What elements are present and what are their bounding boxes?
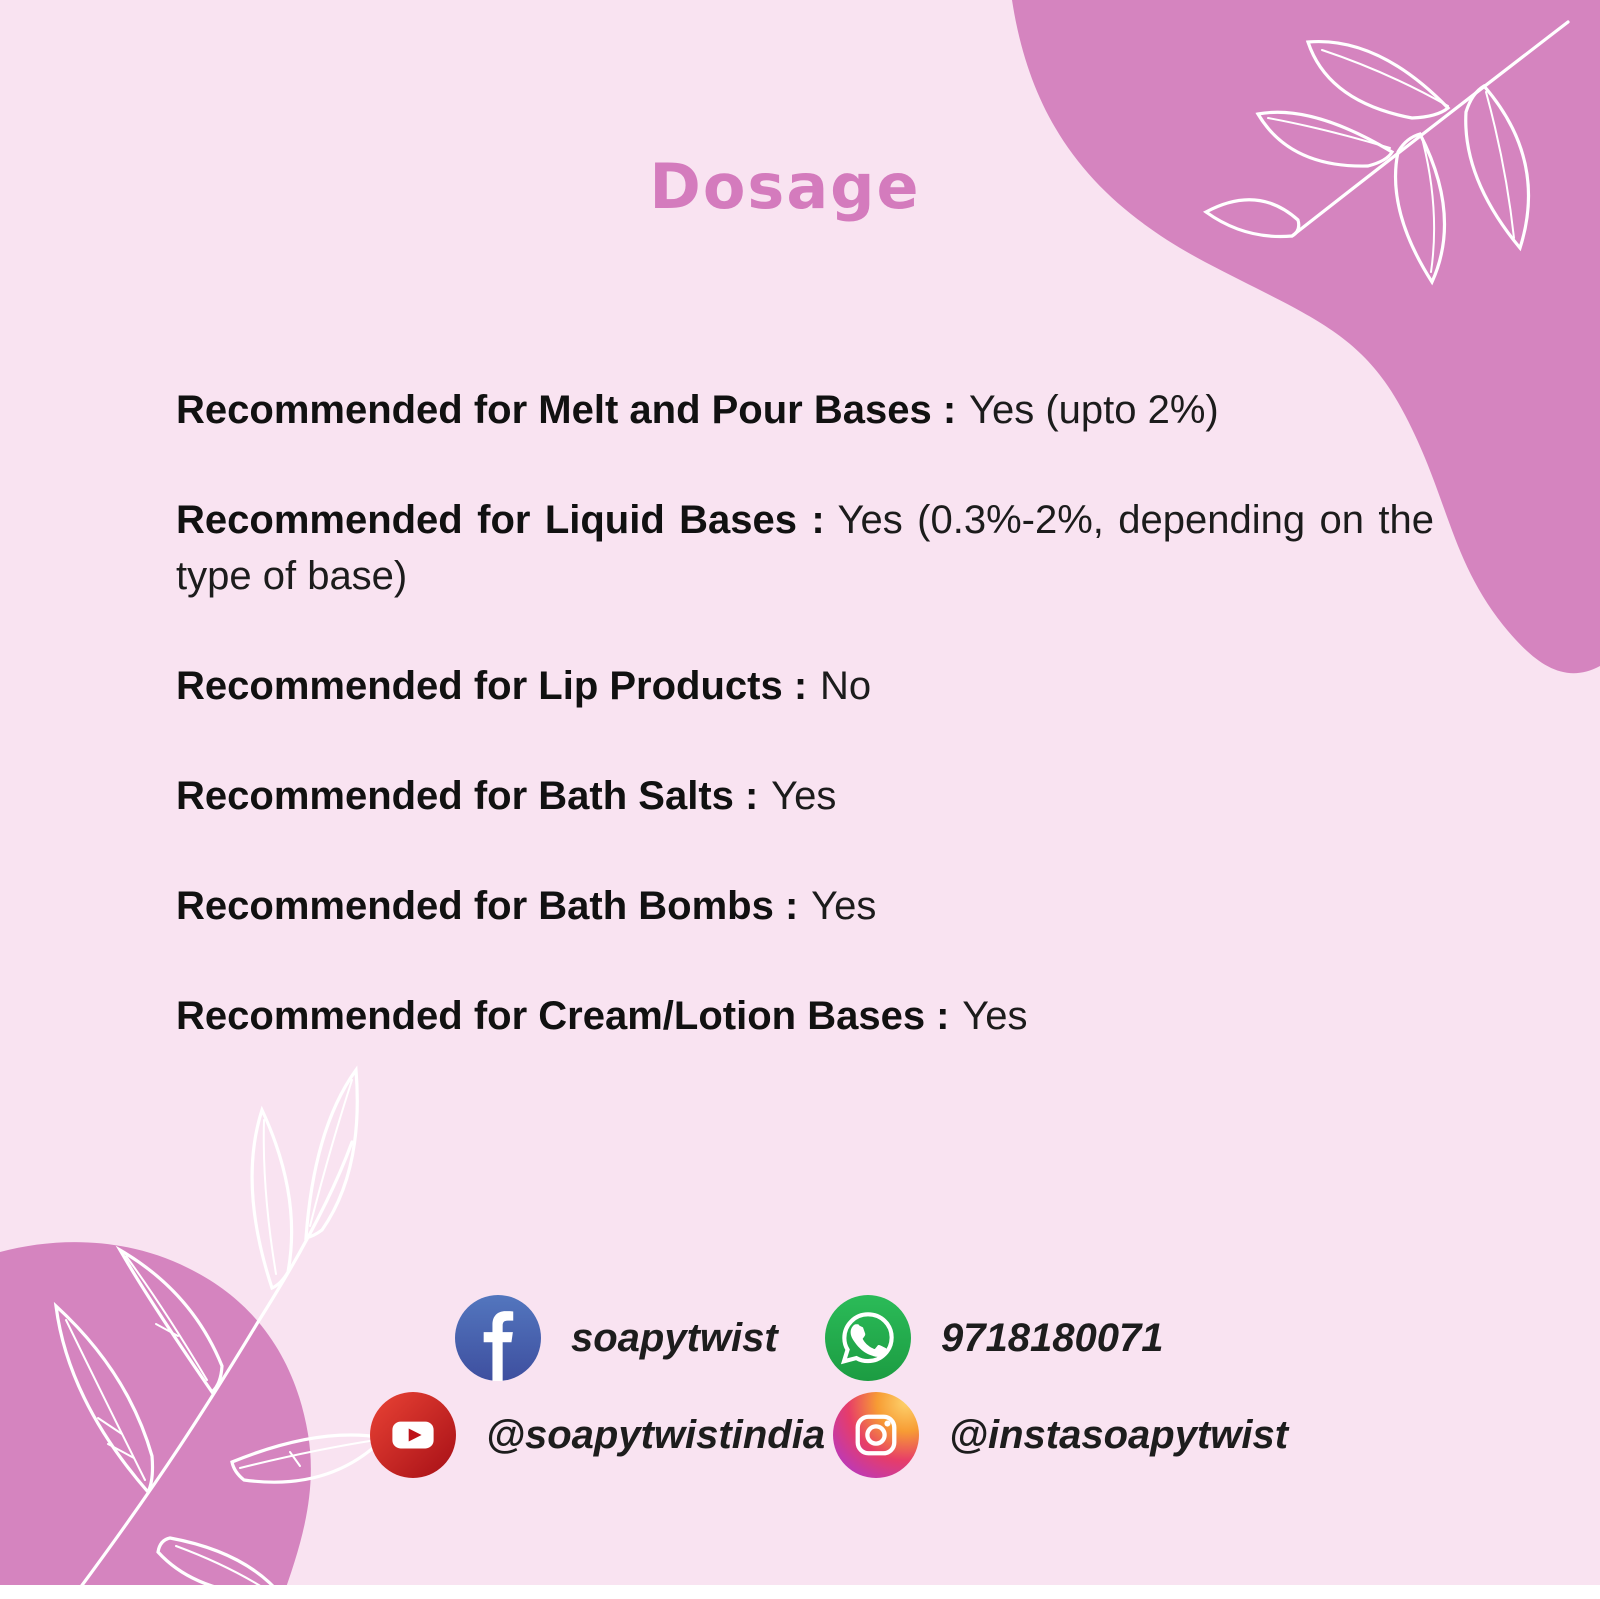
dosage-line [176,492,1434,604]
dosage-label: Recommended for Cream/Lotion Bases : [176,994,950,1038]
dosage-line [176,382,1434,438]
bottom-white-strip [0,1585,1600,1599]
dosage-value: Yes [811,884,877,928]
dosage-label: Recommended for Liquid Bases : [176,498,825,542]
social-label: 9718180071 [941,1315,1164,1360]
social-youtube [370,1392,825,1478]
dosage-value: Yes [962,994,1028,1038]
dosage-label: Recommended for Bath Bombs : [176,884,799,928]
dosage-line [176,988,1434,1044]
dosage-line [176,658,1434,714]
bottom-left-blob [0,1242,311,1599]
dosage-value: Yes [771,774,837,818]
social-whatsapp [825,1295,1163,1381]
dosage-value: Yes (0.3%-2%, depending on the type of base) [176,498,1434,598]
dosage-label: Recommended for Bath Salts : [176,774,759,818]
instagram-icon [833,1392,919,1478]
whatsapp-icon [825,1295,911,1381]
dosage-value: No [819,664,872,708]
dosage-label: Recommended for Lip Products : [176,664,808,708]
dosage-line [176,768,1434,824]
page-title: Dosage [649,150,921,223]
youtube-icon [370,1392,456,1478]
dosage-label: Recommended for Melt and Pour Bases : [176,388,957,432]
social-label: soapytwist [571,1315,778,1360]
social-label: @soapytwistindia [486,1412,826,1457]
social-label: @instasoapytwist [949,1412,1289,1457]
social-facebook [455,1295,778,1381]
dosage-list [176,382,1434,1098]
dosage-line [176,878,1434,934]
dosage-value: Yes (upto 2%) [968,388,1219,432]
facebook-icon [455,1295,541,1381]
social-instagram [833,1392,1288,1478]
